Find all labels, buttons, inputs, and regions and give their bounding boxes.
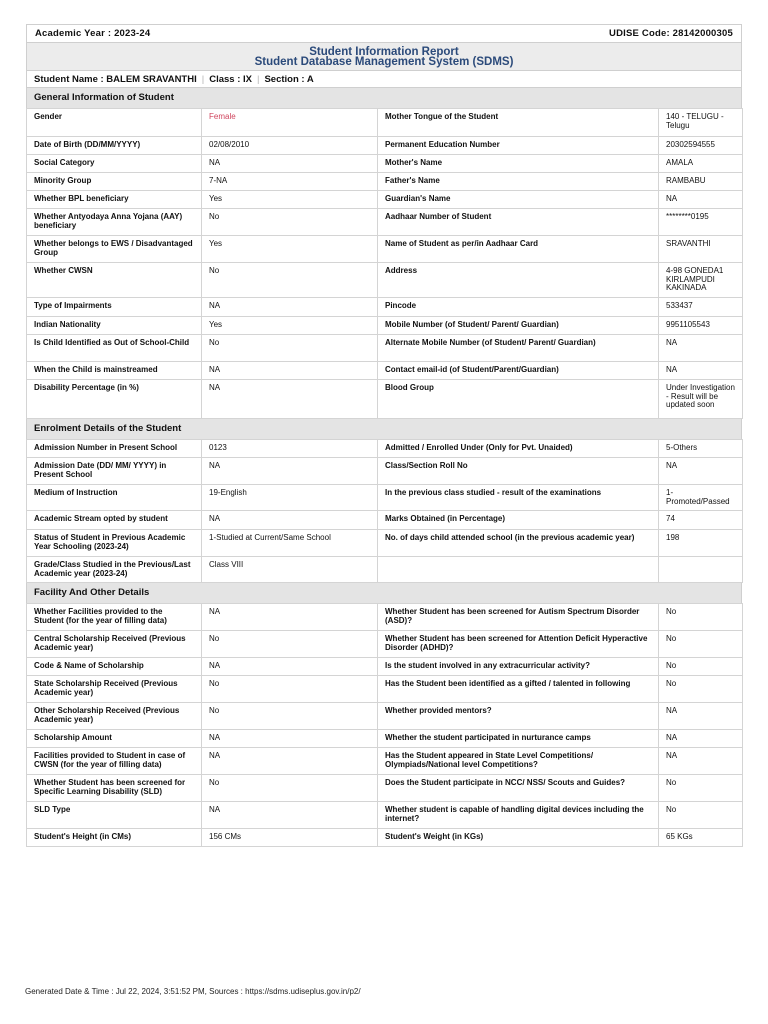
field-label: Admitted / Enrolled Under (Only for Pvt. Unaided) xyxy=(378,440,659,458)
field-label: No. of days child attended school (in the previous academic year) xyxy=(378,530,659,557)
field-label: SLD Type xyxy=(27,802,202,829)
field-value: No xyxy=(659,775,743,802)
field-value: NA xyxy=(202,604,378,631)
field-value: 02/08/2010 xyxy=(202,137,378,155)
table-row xyxy=(27,511,743,530)
field-value: No xyxy=(202,209,378,236)
table-row xyxy=(27,317,743,335)
field-label: Alternate Mobile Number (of Student/ Parent/ Guardian) xyxy=(378,335,659,362)
field-value: NA xyxy=(659,703,743,730)
field-label: Social Category xyxy=(27,155,202,173)
field-value: No xyxy=(202,263,378,298)
field-label: Whether the student participated in nurturance camps xyxy=(378,730,659,748)
student-section: Section : A xyxy=(264,73,314,85)
field-value: NA xyxy=(659,191,743,209)
field-value: ********0195 xyxy=(659,209,743,236)
field-label: In the previous class studied - result of the examinations xyxy=(378,485,659,511)
field-label: Scholarship Amount xyxy=(27,730,202,748)
field-value: No xyxy=(202,335,378,362)
section-enrolment-heading: Enrolment Details of the Student xyxy=(26,419,742,439)
field-value: NA xyxy=(202,380,378,419)
field-label: Gender xyxy=(27,109,202,137)
field-value: No xyxy=(659,802,743,829)
field-label: Is Child Identified as Out of School-Child xyxy=(27,335,202,362)
field-value: No xyxy=(202,676,378,703)
field-label: Whether provided mentors? xyxy=(378,703,659,730)
field-label: Indian Nationality xyxy=(27,317,202,335)
field-label: Whether CWSN xyxy=(27,263,202,298)
field-value: 1-Promoted/Passed xyxy=(659,485,743,511)
field-value: NA xyxy=(202,362,378,380)
table-row xyxy=(27,109,743,137)
field-label: Student's Weight (in KGs) xyxy=(378,829,659,847)
report-title: Student Information Report xyxy=(309,46,459,58)
table-row xyxy=(27,557,743,583)
separator: | xyxy=(201,73,205,85)
table-row xyxy=(27,362,743,380)
field-value: 4-98 GONEDA1 KIRLAMPUDI KAKINADA xyxy=(659,263,743,298)
field-label: Type of Impairments xyxy=(27,298,202,317)
field-value: NA xyxy=(659,362,743,380)
field-label: Mobile Number (of Student/ Parent/ Guardian) xyxy=(378,317,659,335)
generated-footer: Generated Date & Time : Jul 22, 2024, 3:51:52 PM, Sources : https://sdms.udiseplus.gov.in/p2/ xyxy=(25,987,361,996)
field-label: Name of Student as per/in Aadhaar Card xyxy=(378,236,659,263)
field-label: Whether Antyodaya Anna Yojana (AAY) beneficiary xyxy=(27,209,202,236)
table-row xyxy=(27,173,743,191)
field-value: Under Investigation - Result will be updated soon xyxy=(659,380,743,419)
field-label: Status of Student in Previous Academic Year Schooling (2023-24) xyxy=(27,530,202,557)
field-label: Contact email-id (of Student/Parent/Guardian) xyxy=(378,362,659,380)
field-value: NA xyxy=(659,458,743,485)
field-label xyxy=(378,557,659,583)
field-label: Has the Student been identified as a gifted / talented in following xyxy=(378,676,659,703)
table-row xyxy=(27,775,743,802)
field-label: Address xyxy=(378,263,659,298)
field-value: 5-Others xyxy=(659,440,743,458)
general-info-table xyxy=(26,108,743,419)
field-label: Whether belongs to EWS / Disadvantaged Group xyxy=(27,236,202,263)
field-value: No xyxy=(202,775,378,802)
field-label: Does the Student participate in NCC/ NSS/ Scouts and Guides? xyxy=(378,775,659,802)
field-label: Guardian's Name xyxy=(378,191,659,209)
field-value: 533437 xyxy=(659,298,743,317)
field-label: Has the Student appeared in State Level Competitions/ Olympiads/National level Competitions? xyxy=(378,748,659,775)
field-value: No xyxy=(659,604,743,631)
field-value: No xyxy=(659,676,743,703)
field-value: 0123 xyxy=(202,440,378,458)
field-label: Marks Obtained (in Percentage) xyxy=(378,511,659,530)
field-label: Whether Student has been screened for Specific Learning Disability (SLD) xyxy=(27,775,202,802)
field-value: 9951105543 xyxy=(659,317,743,335)
table-row xyxy=(27,676,743,703)
table-row xyxy=(27,658,743,676)
table-row xyxy=(27,829,743,847)
field-value: Class VIII xyxy=(202,557,378,583)
field-value: 198 xyxy=(659,530,743,557)
field-label: State Scholarship Received (Previous Academic year) xyxy=(27,676,202,703)
field-label: Whether Facilities provided to the Student (for the year of filling data) xyxy=(27,604,202,631)
table-row xyxy=(27,530,743,557)
field-value: NA xyxy=(202,802,378,829)
table-row xyxy=(27,263,743,298)
udise-code: UDISE Code: 28142000305 xyxy=(609,28,733,39)
field-label: Whether Student has been screened for Autism Spectrum Disorder (ASD)? xyxy=(378,604,659,631)
field-value: NA xyxy=(202,298,378,317)
field-value: 74 xyxy=(659,511,743,530)
field-value: NA xyxy=(202,730,378,748)
report-title-block xyxy=(26,43,742,70)
field-label: Admission Date (DD/ MM/ YYYY) in Present School xyxy=(27,458,202,485)
student-summary-line xyxy=(26,70,742,88)
field-value xyxy=(659,557,743,583)
table-row xyxy=(27,458,743,485)
table-row xyxy=(27,209,743,236)
field-value: 1-Studied at Current/Same School xyxy=(202,530,378,557)
field-label: Date of Birth (DD/MM/YYYY) xyxy=(27,137,202,155)
report-subtitle: Student Database Management System (SDMS) xyxy=(254,56,514,68)
table-row xyxy=(27,335,743,362)
table-row xyxy=(27,730,743,748)
field-value: AMALA xyxy=(659,155,743,173)
field-label: Grade/Class Studied in the Previous/Last Academic year (2023-24) xyxy=(27,557,202,583)
field-value: 140 - TELUGU - Telugu xyxy=(659,109,743,137)
student-name: Student Name : BALEM SRAVANTHI xyxy=(34,73,197,85)
field-label: Permanent Education Number xyxy=(378,137,659,155)
field-value: No xyxy=(659,658,743,676)
table-row xyxy=(27,440,743,458)
field-label: Whether Student has been screened for Attention Deficit Hyperactive Disorder (ADHD)? xyxy=(378,631,659,658)
field-value: NA xyxy=(202,748,378,775)
field-value: Yes xyxy=(202,236,378,263)
field-label: Other Scholarship Received (Previous Academic year) xyxy=(27,703,202,730)
student-class: Class : IX xyxy=(209,73,252,85)
report-top-bar xyxy=(26,24,742,43)
field-value: NA xyxy=(659,335,743,362)
table-row xyxy=(27,236,743,263)
table-row xyxy=(27,748,743,775)
section-general-heading: General Information of Student xyxy=(26,88,742,108)
field-value: 7-NA xyxy=(202,173,378,191)
section-facility-heading: Facility And Other Details xyxy=(26,583,742,603)
field-label: Mother Tongue of the Student xyxy=(378,109,659,137)
field-value: SRAVANTHI xyxy=(659,236,743,263)
field-value: No xyxy=(659,631,743,658)
separator: | xyxy=(256,73,260,85)
field-label: Pincode xyxy=(378,298,659,317)
field-value: NA xyxy=(202,511,378,530)
field-value: NA xyxy=(202,155,378,173)
field-label: Facilities provided to Student in case of CWSN (for the year of filling data) xyxy=(27,748,202,775)
field-label: Academic Stream opted by student xyxy=(27,511,202,530)
field-label: Is the student involved in any extracurricular activity? xyxy=(378,658,659,676)
field-value: Yes xyxy=(202,317,378,335)
table-row xyxy=(27,703,743,730)
field-label: Student's Height (in CMs) xyxy=(27,829,202,847)
field-value: No xyxy=(202,631,378,658)
field-value: Female xyxy=(202,109,378,137)
report-page xyxy=(26,24,742,847)
field-label: Aadhaar Number of Student xyxy=(378,209,659,236)
field-value: NA xyxy=(202,658,378,676)
table-row xyxy=(27,137,743,155)
field-value: NA xyxy=(659,748,743,775)
table-row xyxy=(27,802,743,829)
table-row xyxy=(27,298,743,317)
field-value: 156 CMs xyxy=(202,829,378,847)
field-value: 20302594555 xyxy=(659,137,743,155)
academic-year: Academic Year : 2023-24 xyxy=(35,28,151,39)
field-value: 19-English xyxy=(202,485,378,511)
field-label: When the Child is mainstreamed xyxy=(27,362,202,380)
field-label: Disability Percentage (in %) xyxy=(27,380,202,419)
field-value: Yes xyxy=(202,191,378,209)
field-label: Whether student is capable of handling digital devices including the internet? xyxy=(378,802,659,829)
table-row xyxy=(27,380,743,419)
field-value: No xyxy=(202,703,378,730)
field-value: NA xyxy=(659,730,743,748)
table-row xyxy=(27,631,743,658)
field-label: Father's Name xyxy=(378,173,659,191)
field-label: Admission Number in Present School xyxy=(27,440,202,458)
field-label: Whether BPL beneficiary xyxy=(27,191,202,209)
facility-table xyxy=(26,603,743,847)
field-label: Central Scholarship Received (Previous Academic year) xyxy=(27,631,202,658)
field-label: Class/Section Roll No xyxy=(378,458,659,485)
field-value: RAMBABU xyxy=(659,173,743,191)
field-value: NA xyxy=(202,458,378,485)
field-label: Minority Group xyxy=(27,173,202,191)
field-label: Blood Group xyxy=(378,380,659,419)
field-label: Medium of Instruction xyxy=(27,485,202,511)
table-row xyxy=(27,191,743,209)
table-row xyxy=(27,485,743,511)
field-value: 65 KGs xyxy=(659,829,743,847)
field-label: Code & Name of Scholarship xyxy=(27,658,202,676)
enrolment-table xyxy=(26,439,743,583)
table-row xyxy=(27,604,743,631)
table-row xyxy=(27,155,743,173)
field-label: Mother's Name xyxy=(378,155,659,173)
